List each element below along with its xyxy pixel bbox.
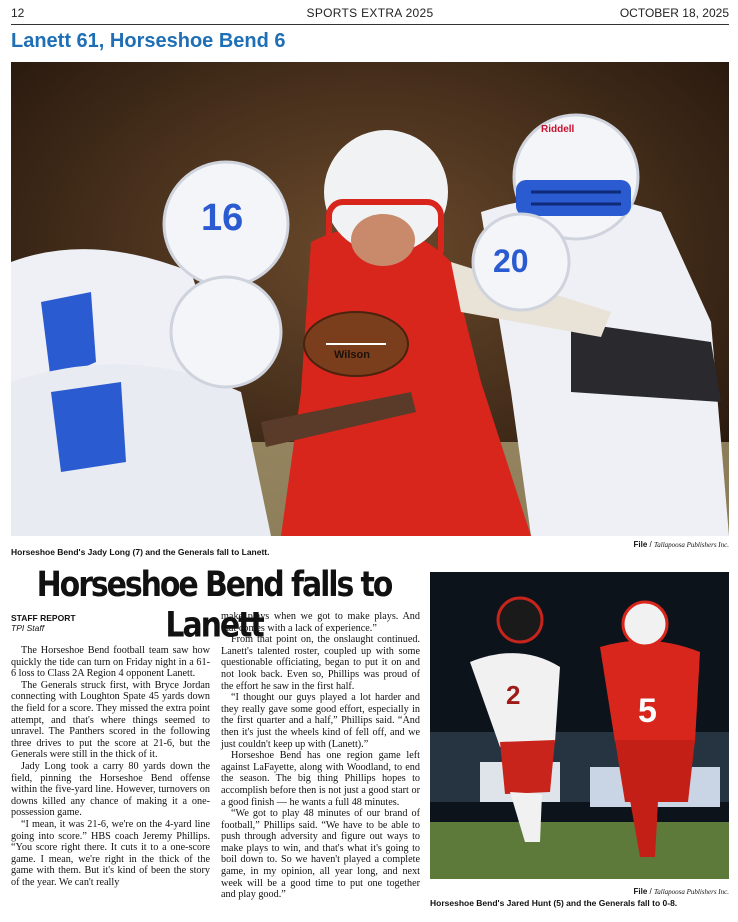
paragraph: “We got to play 48 minutes of our brand of football,” Phillips said. “We have to be able to push through adversity and figure out ways to make plays to win, and that's what it's going to boil down to. So we haven't played a complete game, in my opinion, all year long, and next week will be a good time to put one together and play good.” (221, 808, 420, 901)
jersey-number-20: 20 (493, 243, 529, 279)
paragraph-continued: make plays when we got to make plays. And that comes with a lack of experience.” (221, 611, 420, 634)
folio-rule (11, 24, 729, 25)
byline-staff: TPI Staff (11, 623, 45, 633)
jersey-number-5: 5 (638, 692, 657, 730)
main-photo-credit: File / Tallapoosa Publishers Inc. (633, 540, 729, 549)
credit-label: File (633, 887, 648, 896)
page-number: 12 (11, 6, 25, 20)
secondary-photo-credit: File / Tallapoosa Publishers Inc. (633, 887, 729, 896)
jersey-number-2: 2 (506, 680, 521, 710)
article-headline: Horseshoe Bend falls to Lanett (36, 565, 392, 646)
ball-brand-text: Wilson (334, 349, 370, 361)
jersey-number-16: 16 (201, 197, 244, 239)
secondary-photo-illustration (430, 572, 729, 879)
paragraph: Jady Long took a carry 80 yards down the field, pinning the Horseshoe Bend offense within the five-yard line. However, turnovers on downs killed any chance of making it a one-possession game. (11, 760, 210, 819)
paragraph: “I mean, it was 21-6, we're on the 4-yard line going into score.” HBS coach Jeremy Phillips. “You score right there. It cuts it to a one-score game. I mean, we're right in the thick of the game with them. But it's kind of been the story of the year. We can't really (11, 818, 210, 888)
paragraph: “I thought our guys played a lot harder and they really gave some good effort, especially in the first quarter and a half,” Phillips said. “And then it's just the wheels kind of fell off, and we just couldn't keep up with (Lanett).” (221, 692, 420, 750)
paragraph: The Horseshoe Bend football team saw how quickly the tide can turn on Friday night in a 61-6 loss to Class 2A Region 4 opponent Lanett. (11, 645, 210, 680)
credit-label: File (633, 540, 648, 549)
credit-source: Tallapoosa Publishers Inc. (654, 541, 729, 549)
issue-date: OCTOBER 18, 2025 (619, 6, 729, 20)
main-photo-illustration (11, 62, 729, 536)
main-photo (11, 62, 729, 536)
main-photo-caption: Horseshoe Bend's Jady Long (7) and the Generals fall to Lanett. (11, 547, 270, 557)
byline: STAFF REPORT (11, 613, 76, 623)
paragraph: The Generals struck first, with Bryce Jordan connecting with Loughton Spate 45 yards down the field for a score. They missed the extra point attempt, and that's where things seemed to unravel. The Panthers scored in the following three drives to put the score at 21-6, but the Generals were still in the thick of it. (11, 679, 210, 761)
secondary-photo (430, 572, 729, 879)
credit-source: Tallapoosa Publishers Inc. (654, 888, 729, 896)
helmet-brand-text: Riddell (541, 124, 575, 135)
article-column-1 (11, 645, 210, 888)
article-column-2 (221, 611, 420, 901)
page-folio (11, 6, 729, 22)
paragraph: From that point on, the onslaught continued. Lanett's talented roster, coupled up with some questionable officiating, began to put it on and not look back. Even so, Phillips was proud of the effort he saw in the first half. (221, 634, 420, 692)
section-name: SPORTS EXTRA 2025 (306, 6, 434, 20)
secondary-photo-caption: Horseshoe Bend's Jared Hunt (5) and the Generals fall to 0-8. (430, 898, 678, 908)
paragraph: Horseshoe Bend has one region game left against LaFayette, along with Woodland, to end the season. The big thing Phillips hopes to accomplish before then is not just a good start or a good finish — he wants a full 48 minutes. (221, 750, 420, 808)
score-kicker: Lanett 61, Horseshoe Bend 6 (11, 30, 286, 52)
